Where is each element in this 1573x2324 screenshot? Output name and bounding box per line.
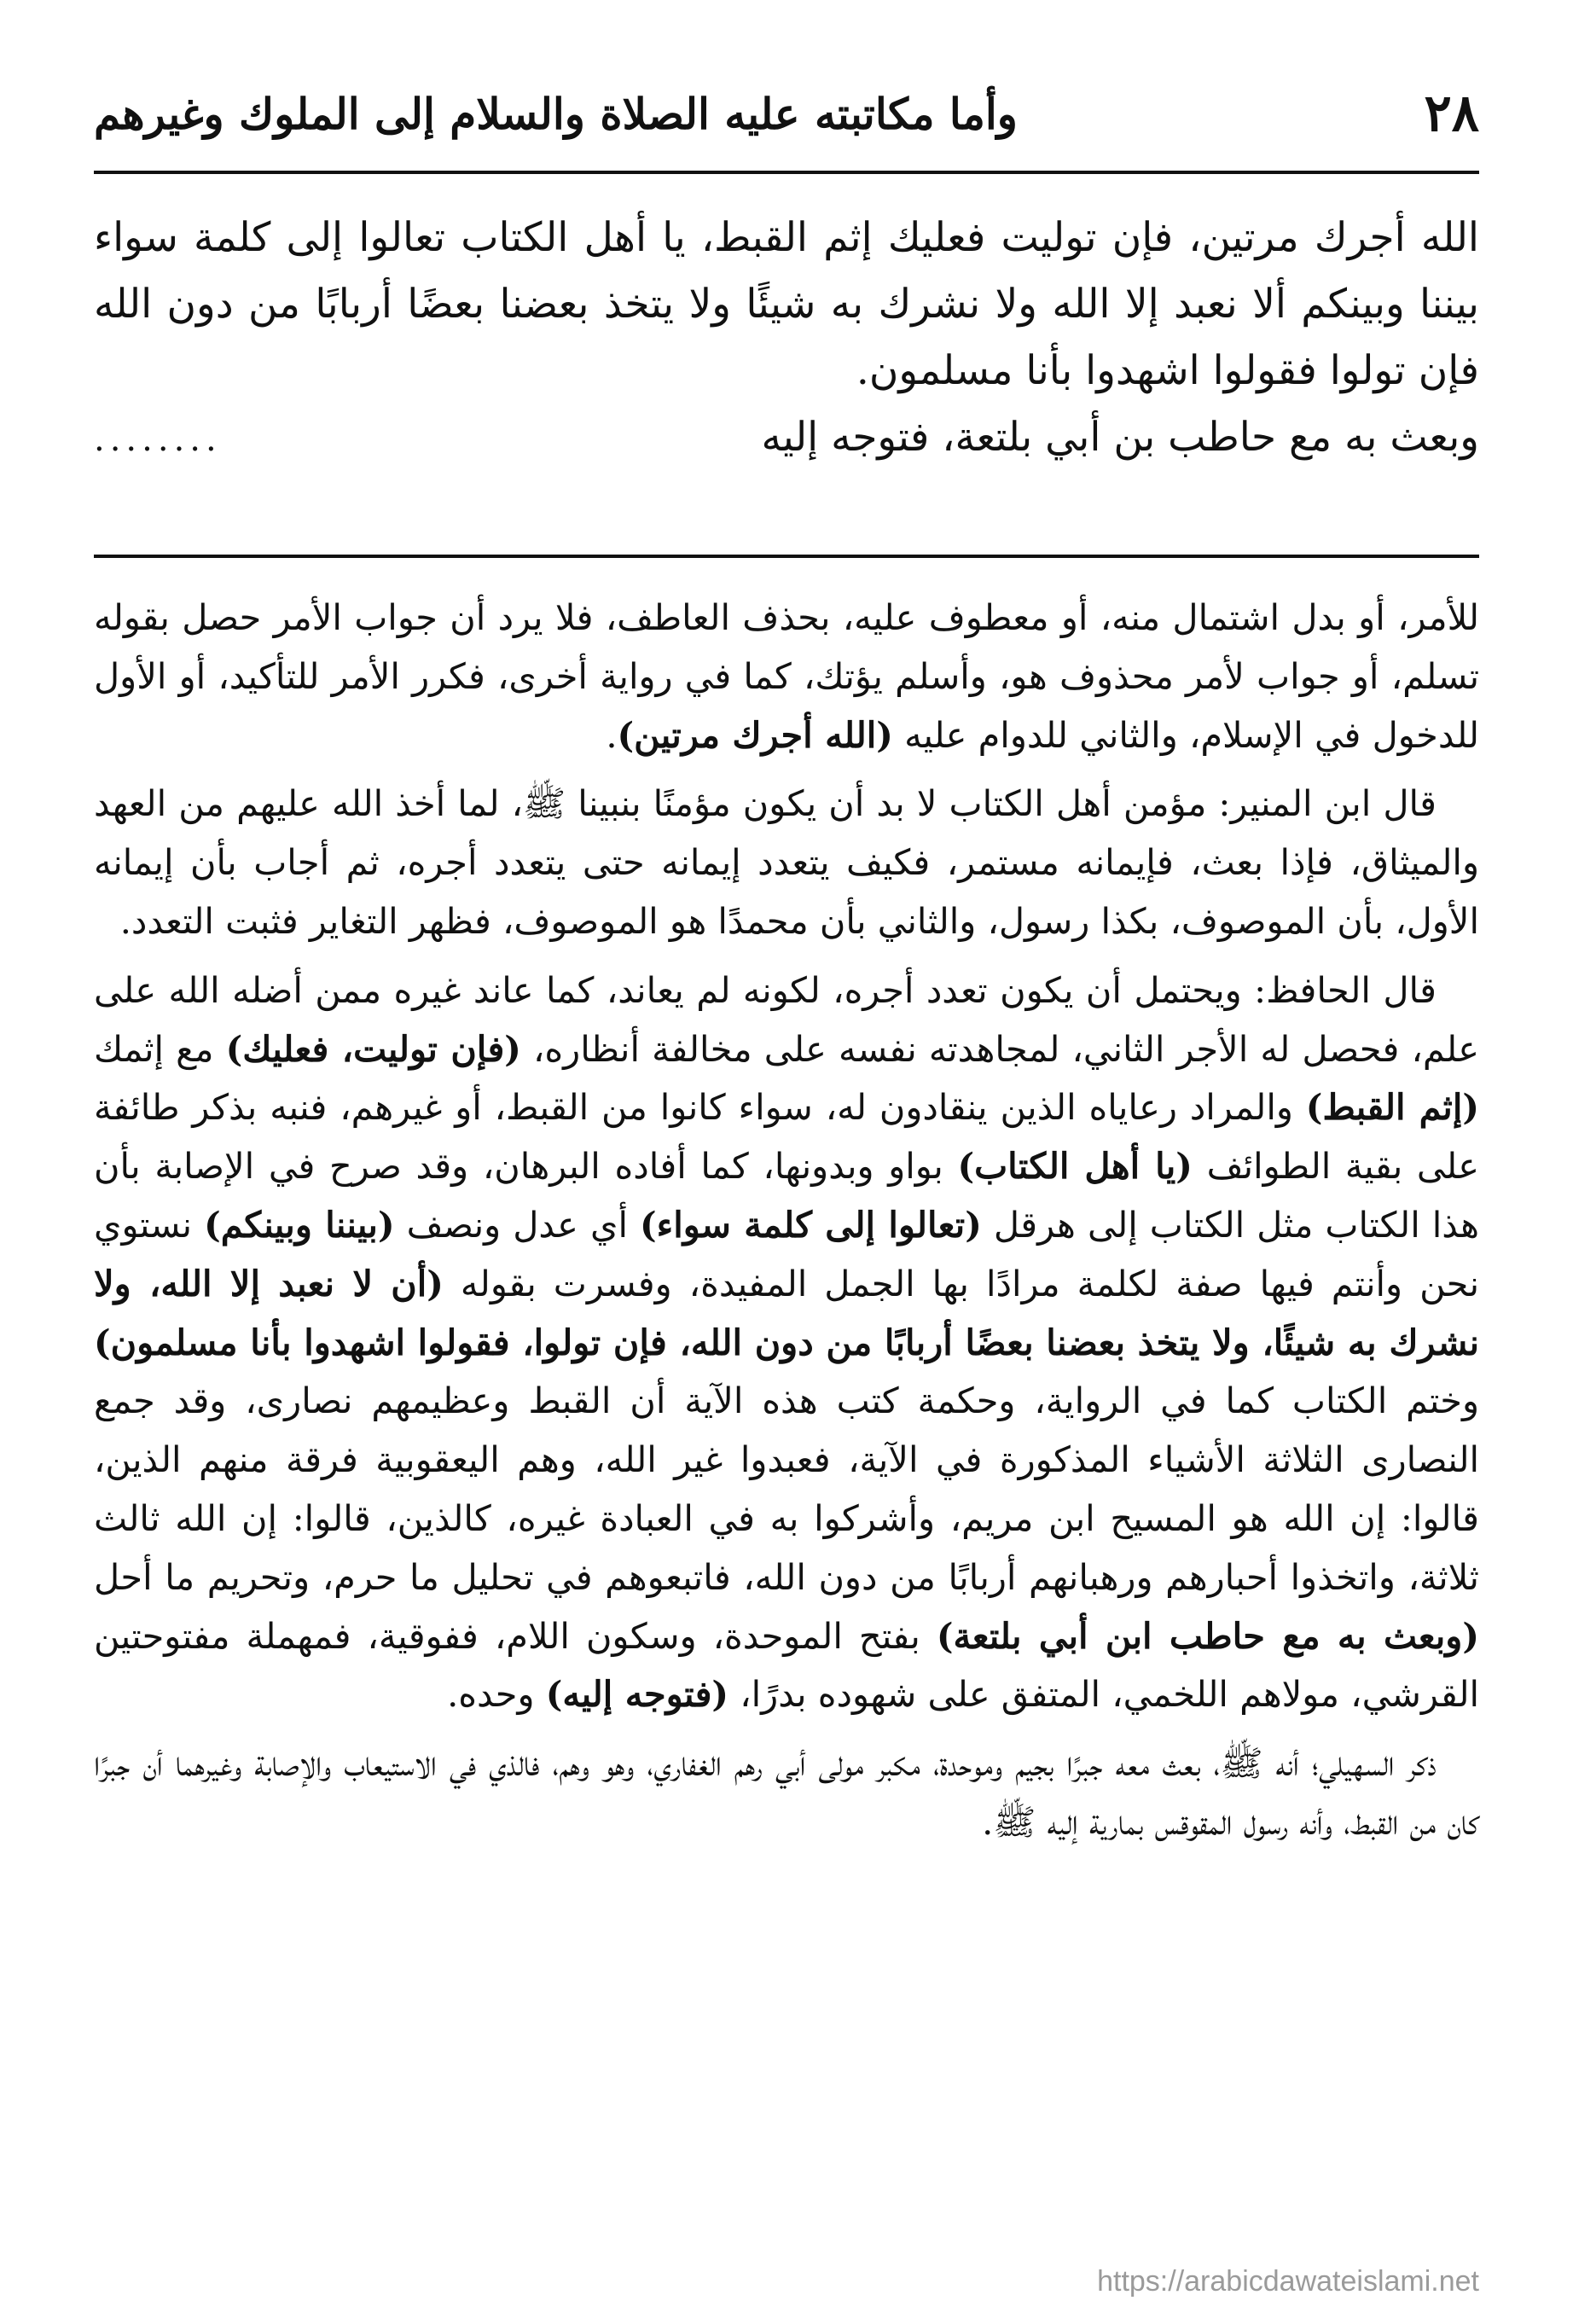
text-run: أي عدل ونصف: [394, 1203, 641, 1246]
text-run: بفتح الموحدة، وسكون اللام، ففوقية، فمهملة مفتوحتين القرشي، مولاهم اللخمي، المتفق على شهوده بدرًا،: [94, 1614, 1479, 1716]
page-header: [94, 75, 1479, 152]
section-divider: [94, 555, 1479, 558]
text-run: للأمر، أو بدل اشتمال منه، أو معطوف عليه، بحذف العاطف، فلا يرد أن جواب الأمر حصل بقوله تسلم، أو جواب لأمر محذوف هو، وأسلم يؤتك، كما في رواية أخرى، فكرر الأمر للتأكيد، أو الأول للدخول في الإسلام، والثاني للدوام عليه: [94, 596, 1479, 756]
sharh-paragraph-1: [94, 589, 1479, 764]
running-title: وأما مكاتبته عليه الصلاة والسلام إلى الملوك وغيرهم: [94, 88, 1018, 139]
quoted-matn: (وبعث به مع حاطب ابن أبي بلتعة): [936, 1614, 1479, 1657]
quoted-matn: (تعالوا إلى كلمة سواء): [640, 1203, 982, 1246]
quoted-matn: (فتوجه إليه): [545, 1673, 729, 1716]
sharh-paragraph-3: [94, 962, 1479, 1724]
header-divider: [94, 171, 1479, 174]
text-run: .: [606, 713, 618, 756]
quoted-matn: (يا أهل الكتاب): [957, 1145, 1193, 1188]
matn-continuation-text: وبعث به مع حاطب بن أبي بلتعة، فتوجه إليه: [761, 414, 1479, 461]
matn-text: [94, 205, 1479, 473]
quoted-matn: (الله أجرك مرتين): [617, 713, 893, 756]
quoted-matn: (بيننا وبينكم): [204, 1203, 395, 1246]
watermark-url: https://arabicdawateislami.net: [1097, 2265, 1479, 2298]
matn-continuation: [94, 404, 1479, 473]
sharh-paragraph-4: ذكر السهيلي؛ أنه ﷺ، بعث معه جبرًا بجيم وموحدة، مكبر مولى أبي رهم الغفاري، وهو وهم، فالذي في الاستيعاب والإصابة وغيرهما أن جبرًا كان من القبط، وأنه رسول المقوقس بمارية إليه ﷺ.: [94, 1742, 1479, 1843]
text-run: والمراد رعاياه الذين ينقادون له، سواء كانوا من القبط، أو غيرهم، فنبه بذكر طائفة على بقية الطوائف: [94, 1086, 1479, 1188]
text-run: نستوي نحن وأنتم فيها صفة لكلمة مرادًا بها الجمل المفيدة، وفسرت بقوله: [94, 1203, 1479, 1304]
matn-paragraph: الله أجرك مرتين، فإن توليت فعليك إثم القبط، يا أهل الكتاب تعالوا إلى كلمة سواء بيننا وبينكم ألا نعبد إلا الله ولا نشرك به شيئًا ولا يتخذ بعضنا بعضًا أربابًا من دون الله فإن تولوا فقولوا اشهدوا بأنا مسلمون.: [94, 214, 1479, 394]
quoted-matn: (أن لا نعبد إلا الله، ولا نشرك به شيئًا، ولا يتخذ بعضنا بعضًا أربابًا من دون الله، فإن تولوا، فقولوا اشهدوا بأنا مسلمون): [94, 1262, 1479, 1363]
sharh-text: [94, 589, 1479, 1862]
text-run: قال الحافظ: ويحتمل أن يكون تعدد أجره، لكونه لم يعاند، كما عاند غيره ممن أضله الله على علم، فحصل له الأجر الثاني، لمجاهدته نفسه على مخالفة أنظاره،: [94, 968, 1480, 1070]
text-run: وحده.: [447, 1673, 546, 1716]
quoted-matn: (إثم القبط): [1305, 1086, 1479, 1129]
quoted-matn: (فإن توليت، فعليك): [225, 1027, 521, 1070]
sharh-paragraph-2: قال ابن المنير: مؤمن أهل الكتاب لا بد أن يكون مؤمنًا بنبينا ﷺ، لما أخذ الله عليهم من العهد والميثاق، فإذا بعث، فإيمانه مستمر، فكيف يتعدد إيمانه حتى يتعدد أجره، ثم أجاب بأن إيمانه الأول، بأن الموصوف، بكذا رسول، والثاني بأن محمدًا هو الموصوف، فظهر التغاير فثبت التعدد.: [94, 782, 1479, 942]
page-number: ٢٨: [1424, 84, 1479, 143]
text-run: وختم الكتاب كما في الرواية، وحكمة كتب هذه الآية أن القبط وعظيمهم نصارى، وقد جمع النصارى الثلاثة الأشياء المذكورة في الآية، فعبدوا غير الله، وهم اليعقوبية فرقة منهم الذين، قالوا: إن الله هو المسيح ابن مريم، وأشركوا به في العبادة غيره، كالذين، قالوا: إن الله ثالث ثلاثة، واتخذوا أحبارهم ورهبانهم أربابًا من دون الله، فاتبعوهم في تحليل ما حرم، وتحريم ما أحل: [94, 1380, 1479, 1598]
text-run: مع إثمك: [94, 1027, 226, 1070]
text-run: بواو وبدونها، كما أفاده البرهان، وقد صرح في الإصابة بأن هذا الكتاب مثل الكتاب إلى هرقل: [94, 1145, 1479, 1246]
dotted-leader: ........: [94, 420, 222, 459]
